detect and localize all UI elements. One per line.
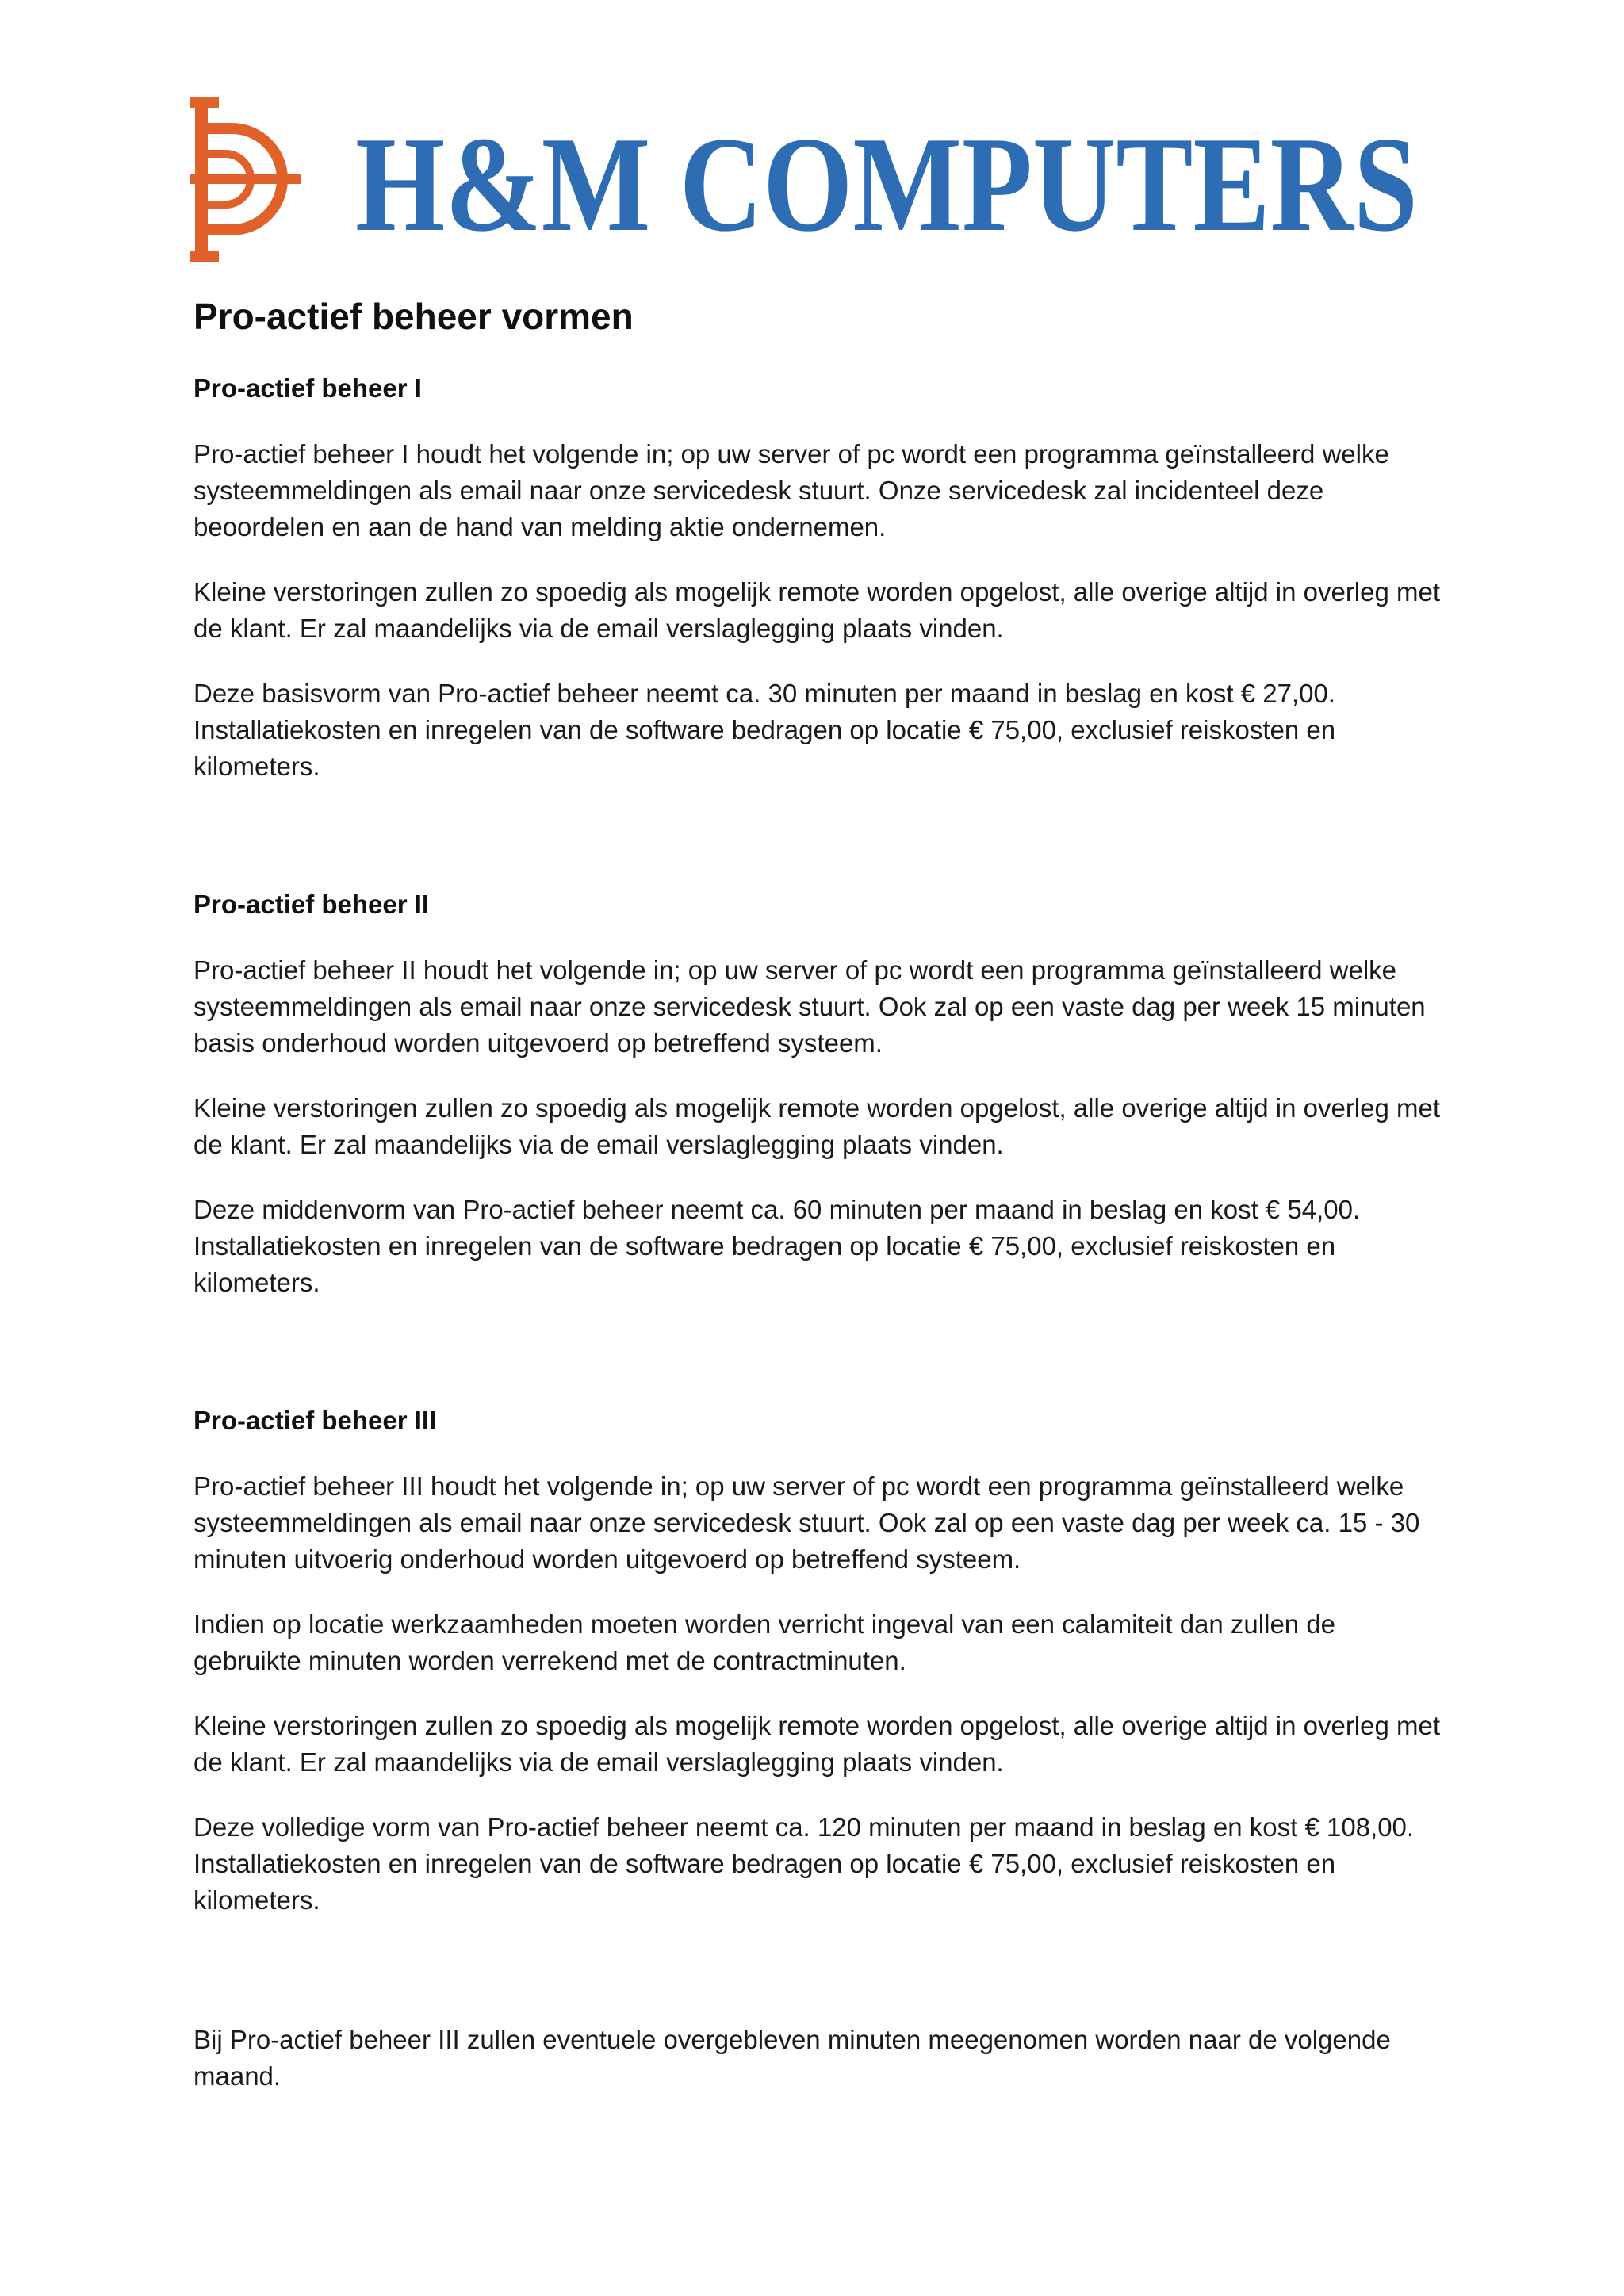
logo-text: H&M COMPUTERS <box>355 109 1418 260</box>
section-beheer-2 <box>193 888 1446 1301</box>
paragraph: Pro-actief beheer I houdt het volgende in; op uw server of pc wordt een programma geïnstalleerd welke systeemmeldingen als email naar onze servicedesk stuurt. Onze servicedesk zal incidenteel deze beoordelen en aan de hand van melding aktie ondernemen. <box>193 439 1389 542</box>
page-title: Pro-actief beheer vormen <box>193 296 634 337</box>
section-beheer-1 <box>193 372 1446 785</box>
paragraph: Pro-actief beheer II houdt het volgende in; op uw server of pc wordt een programma geïnstalleerd welke systeemmeldingen als email naar onze servicedesk stuurt. Ook zal op een vaste dag per week 15 minuten basis onderhoud worden uitgevoerd op betreffend systeem. <box>193 955 1426 1058</box>
paragraph: Deze basisvorm van Pro-actief beheer neemt ca. 30 minuten per maand in beslag en kost € 27,00. Installatiekosten en inregelen van de software bedragen op locatie € 75,00, exclusief reiskosten en kilometers. <box>193 679 1336 782</box>
paragraph: Kleine verstoringen zullen zo spoedig als mogelijk remote worden opgelost, alle overige altijd in overleg met de klant. Er zal maandelijks via de email verslaglegging plaats vinden. <box>193 1093 1441 1159</box>
paragraph: Indien op locatie werkzaamheden moeten worden verricht ingeval van een calamiteit dan zullen de gebruikte minuten worden verrekend met de contractminuten. <box>193 1609 1336 1675</box>
section-spacer <box>193 1947 1446 2022</box>
section-spacer <box>193 813 1446 888</box>
document-content <box>193 295 1446 2123</box>
section-heading: Pro-actief beheer II <box>193 890 430 920</box>
hm-emblem-icon <box>190 97 301 262</box>
paragraph: Kleine verstoringen zullen zo spoedig als mogelijk remote worden opgelost, alle overige altijd in overleg met de klant. Er zal maandelijks via de email verslaglegging plaats vinden. <box>193 1710 1441 1777</box>
paragraph: Deze volledige vorm van Pro-actief beheer neemt ca. 120 minuten per maand in beslag en kost € 108,00. Installatiekosten en inregelen van de software bedragen op locatie € 75,00, exclusief reiskosten en kilometers. <box>193 1812 1415 1915</box>
closing-note: Bij Pro-actief beheer III zullen eventuele overgebleven minuten meegenomen worden naar de volgende maand. <box>193 2024 1391 2091</box>
section-heading: Pro-actief beheer I <box>193 373 422 404</box>
paragraph: Deze middenvorm van Pro-actief beheer neemt ca. 60 minuten per maand in beslag en kost € 54,00. Installatiekosten en inregelen van de software bedragen op locatie € 75,00, exclusief reiskosten en kilometers. <box>193 1194 1361 1297</box>
paragraph: Kleine verstoringen zullen zo spoedig als mogelijk remote worden opgelost, alle overige altijd in overleg met de klant. Er zal maandelijks via de email verslaglegging plaats vinden. <box>193 577 1441 644</box>
section-beheer-3 <box>193 1404 1446 1919</box>
section-heading: Pro-actief beheer III <box>193 1405 437 1435</box>
paragraph: Pro-actief beheer III houdt het volgende in; op uw server of pc wordt een programma geïnstalleerd welke systeemmeldingen als email naar onze servicedesk stuurt. Ook zal op een vaste dag per week ca. 15 - 30 minuten uitvoerig onderhoud worden uitgevoerd op betreffend systeem. <box>193 1471 1420 1574</box>
section-spacer <box>193 1330 1446 1404</box>
company-logo <box>190 94 1427 266</box>
